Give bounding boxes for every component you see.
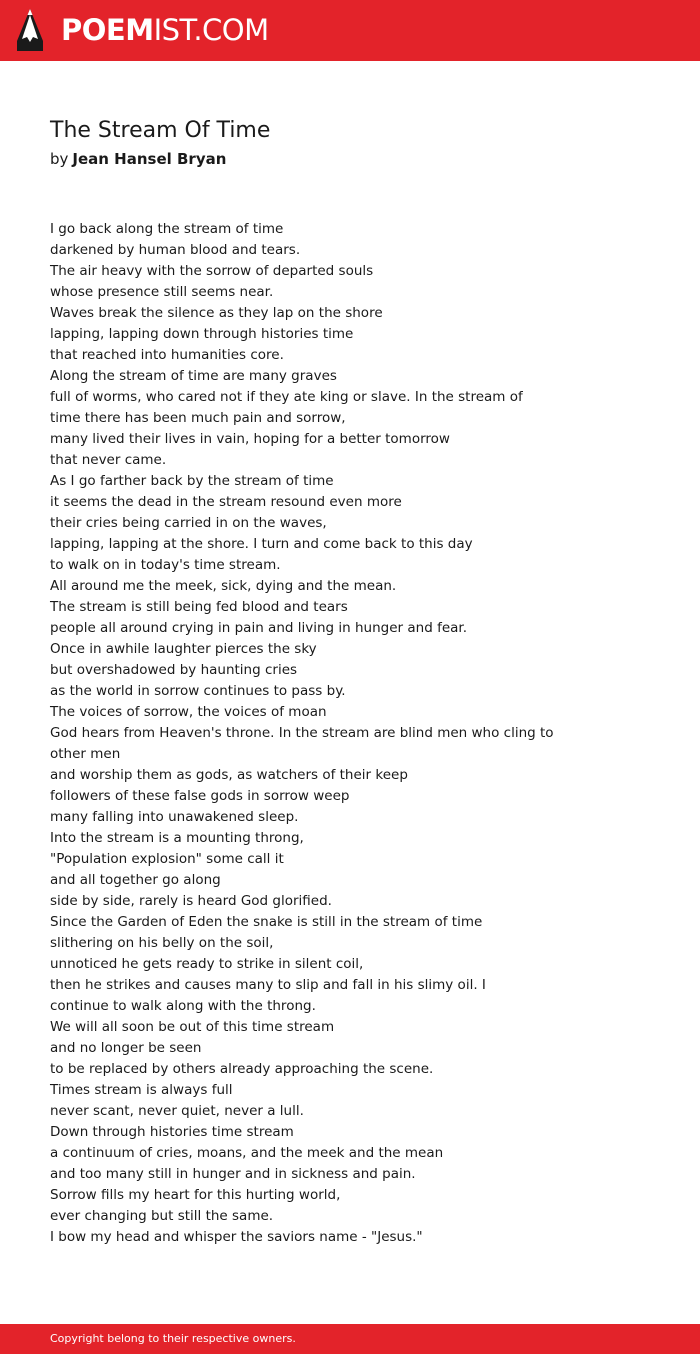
poem-line: people all around crying in pain and living in hunger and fear.: [50, 620, 467, 636]
site-logo[interactable]: [61, 12, 269, 48]
poem-line: time there has been much pain and sorrow,: [50, 410, 346, 426]
poem-line: darkened by human blood and tears.: [50, 242, 301, 258]
poem-line: as the world in sorrow continues to pass by.: [50, 683, 346, 699]
poem-line: lapping, lapping at the shore. I turn and come back to this day: [50, 536, 473, 552]
poem-line: I bow my head and whisper the saviors name - "Jesus.": [50, 1229, 423, 1245]
poem-line: As I go farther back by the stream of time: [50, 473, 334, 489]
poem-author: Jean Hansel Bryan: [72, 150, 227, 168]
site-header: [0, 0, 700, 61]
poem-line: whose presence still seems near.: [50, 284, 274, 300]
poem-line: a continuum of cries, moans, and the meek and the mean: [50, 1145, 444, 1161]
site-footer: [0, 1324, 700, 1354]
poem-line: full of worms, who cared not if they ate king or slave. In the stream of: [50, 389, 523, 405]
poem-line: The air heavy with the sorrow of departed souls: [50, 263, 374, 279]
poem-line: their cries being carried in on the waves,: [50, 515, 327, 531]
poem-line: followers of these false gods in sorrow weep: [50, 788, 350, 804]
poem-line: never scant, never quiet, never a lull.: [50, 1103, 304, 1119]
poem-line: lapping, lapping down through histories time: [50, 326, 354, 342]
poem-line: The stream is still being fed blood and tears: [50, 599, 348, 615]
poem-line: many falling into unawakened sleep.: [50, 809, 299, 825]
logo-text-light: IST.COM: [153, 13, 269, 47]
poem-line: Waves break the silence as they lap on the shore: [50, 305, 383, 321]
logo-text-strong: POEM: [61, 13, 154, 47]
poem-line: God hears from Heaven's throne. In the stream are blind men who cling to: [50, 725, 554, 741]
poem-line: to be replaced by others already approaching the scene.: [50, 1061, 434, 1077]
poem-line: side by side, rarely is heard God glorified.: [50, 893, 332, 909]
poem-line: Since the Garden of Eden the snake is still in the stream of time: [50, 914, 483, 930]
poem-line: many lived their lives in vain, hoping for a better tomorrow: [50, 431, 450, 447]
poem-line: that never came.: [50, 452, 167, 468]
poem-line: it seems the dead in the stream resound even more: [50, 494, 402, 510]
poem-line: slithering on his belly on the soil,: [50, 935, 274, 951]
copyright-text: Copyright belong to their respective owners.: [50, 1332, 296, 1345]
poem-line: ever changing but still the same.: [50, 1208, 274, 1224]
poem-line: Into the stream is a mounting throng,: [50, 830, 304, 846]
poem-body: [50, 219, 660, 1248]
poem-line: that reached into humanities core.: [50, 347, 284, 363]
poem-byline: [50, 148, 226, 170]
poem-line: unnoticed he gets ready to strike in silent coil,: [50, 956, 364, 972]
poem-line: Once in awhile laughter pierces the sky: [50, 641, 317, 657]
poem-line: We will all soon be out of this time stream: [50, 1019, 335, 1035]
poem-line: Sorrow fills my heart for this hurting world,: [50, 1187, 341, 1203]
poem-line: I go back along the stream of time: [50, 221, 284, 237]
poem-line: other men: [50, 746, 121, 762]
poem-line: to walk on in today's time stream.: [50, 557, 281, 573]
by-label: by: [50, 150, 69, 168]
poem-line: Down through histories time stream: [50, 1124, 294, 1140]
poem-line: and all together go along: [50, 872, 221, 888]
poem-line: and no longer be seen: [50, 1040, 202, 1056]
poem-line: "Population explosion" some call it: [50, 851, 284, 867]
pencil-logo-icon[interactable]: [17, 9, 43, 51]
poem-line: Along the stream of time are many graves: [50, 368, 337, 384]
poem-title: The Stream Of Time: [50, 118, 271, 143]
poem-line: continue to walk along with the throng.: [50, 998, 316, 1014]
poem-line: Times stream is always full: [50, 1082, 233, 1098]
poem-line: and worship them as gods, as watchers of their keep: [50, 767, 408, 783]
poem-line: All around me the meek, sick, dying and the mean.: [50, 578, 397, 594]
poem-line: then he strikes and causes many to slip and fall in his slimy oil. I: [50, 977, 486, 993]
poem-line: and too many still in hunger and in sickness and pain.: [50, 1166, 416, 1182]
poem-line: The voices of sorrow, the voices of moan: [50, 704, 327, 720]
poem-line: but overshadowed by haunting cries: [50, 662, 298, 678]
